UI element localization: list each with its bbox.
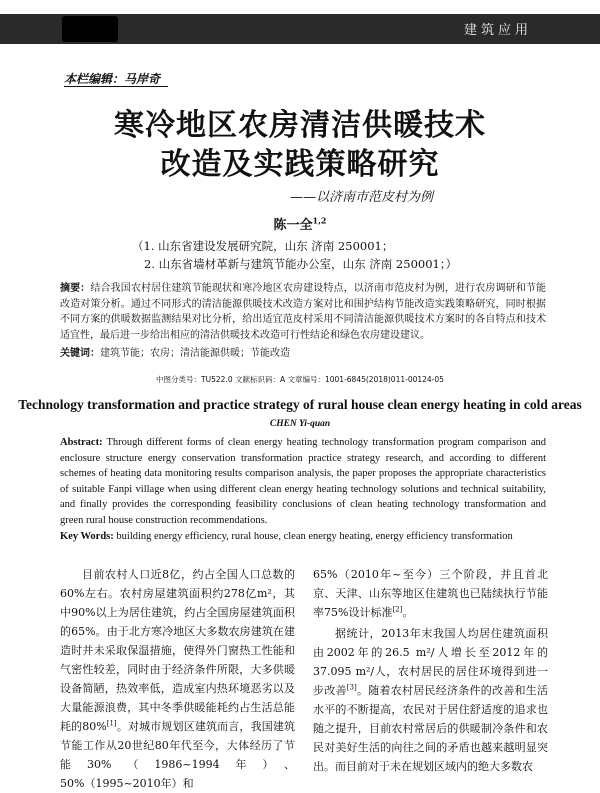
- affiliation-1: （1. 山东省建设发展研究院，山东 济南 250001；: [132, 239, 394, 253]
- ref-2: [2]: [392, 605, 403, 614]
- abstract-cn-text: 结合我国农村居住建筑节能现状和寒冷地区农房建设特点，以济南市范皮村为例，进行农房调研和节能改造对策分析。通过不同形式的清洁能源供暖技术改造方案对比和围护结构节能改造实践策略研究，同时根据不同方案的供暖数据监测结果对比分析，给出适宜范皮村采用不同清洁能源供暖技术方案时的各自特点和技术适宜性，最后进一步给出相应的清洁供暖技术改造可行性结论和绿色农房建设建议。: [60, 283, 547, 341]
- classification-line: 中图分类号：TU522.0 文献标识码：A 文章编号：1001-6845(2018)011-00124-05: [156, 375, 444, 384]
- body-right-para-2-end: 。随着农村居民经济条件的改善和生活水平的不断提高，农民对于居住舒适度的追求也随之提升，目前农村常居后的供暖制冷条件和农民对美好生活的向往之间的矛盾也越来越明显突出。而目前对于未在规划区域内的绝大多数农: [313, 684, 549, 773]
- body-left-text-2: 。对城市规划区建筑而言，我国建筑节能工作从20世纪80年代至今，大体经历了节能30%（1986~1994年）、50%（1995~2010年）和: [60, 720, 296, 790]
- abstract-cn-label: 摘要：: [60, 283, 91, 294]
- affiliation-2: 2. 山东省墙材革新与建筑节能办公室，山东 济南 250001；）: [144, 257, 458, 271]
- keywords-cn-label: 关键词：: [60, 348, 100, 359]
- abstract-cn: [60, 281, 546, 343]
- abstract-en-text: Through different forms of clean energy heating technology transformation program comparison and enclosure structure energy conservation transformation practice strategy research, and according to different schemes of heating data monitoring results comparison analysis, the paper proposes the appropriate characteristics of suitable Fanpi village when using different clean energy heating technology solutions and technical suitability, and finally provides the corresponding feasibility conclusions of clean heating technology transformation and green rural house construction recommendations.: [60, 437, 546, 526]
- abstract-en-label: Abstract:: [60, 437, 103, 448]
- body-left-column: [60, 565, 295, 793]
- author-sup: 1,2: [312, 215, 327, 226]
- column-editor: 本栏编辑：马岸奇: [64, 72, 161, 86]
- author-name: 陈一全: [273, 218, 313, 233]
- keywords-cn: [60, 344, 546, 359]
- author-cn: [0, 214, 600, 233]
- ref-3: [3]: [346, 683, 357, 692]
- body-right-para-1-end: 。: [402, 606, 414, 619]
- body-right-column: [313, 565, 548, 776]
- abstract-en: [60, 435, 546, 528]
- title-line-2: 改造及实践策略研究: [160, 147, 440, 182]
- keywords-en: [60, 531, 546, 542]
- body-right-para-1: 65%（2010年~至今）三个阶段，并且首北京、天津、山东等地区住建筑也已陆续执行节能率75%设计标准: [313, 568, 548, 619]
- author-en: CHEN Yi-quan: [269, 419, 331, 429]
- journal-logo: [62, 16, 118, 42]
- ref-1: [1]: [106, 719, 117, 728]
- keywords-cn-text: 建筑节能；农房；清洁能源供暖；节能改造: [100, 348, 290, 359]
- body-left-text: 目前农村人口近8亿，约占全国人口总数的60%左右。农村房屋建筑面积约278亿m²，其中90%以上为居住建筑，约占全国房屋建筑面积的65%。由于北方寒冷地区大多数农房建筑在建造时并未采取保温措施，使得外门窗热工性能和气密性较差，同时由于经济条件所限，大多供暖设备简陋，热效率低，造成室内热环境恶劣以及大量能源浪费，其中冬季供暖能耗约占生活总能耗的80%: [60, 568, 295, 733]
- editor-underline: [64, 86, 168, 87]
- section-label: 建筑应用: [463, 23, 532, 38]
- title-en: Technology transformation and practice strategy of rural house clean energy heating in cold areas: [18, 397, 582, 412]
- keywords-en-label: Key Words:: [60, 531, 114, 542]
- subtitle: ——以济南市范皮村为例: [290, 190, 434, 205]
- title-line-1: 寒冷地区农房清洁供暖技术: [114, 108, 486, 143]
- keywords-en-text: building energy efficiency, rural house, clean energy heating, energy efficiency transformation: [113, 531, 513, 542]
- body-right-para-2: 据统计，2013年末我国人均居住建筑面积由2002年的26.5 m²/人增长至2012年的37.095 m²/人，农村居民的居住环境得到进一步改善: [313, 627, 548, 697]
